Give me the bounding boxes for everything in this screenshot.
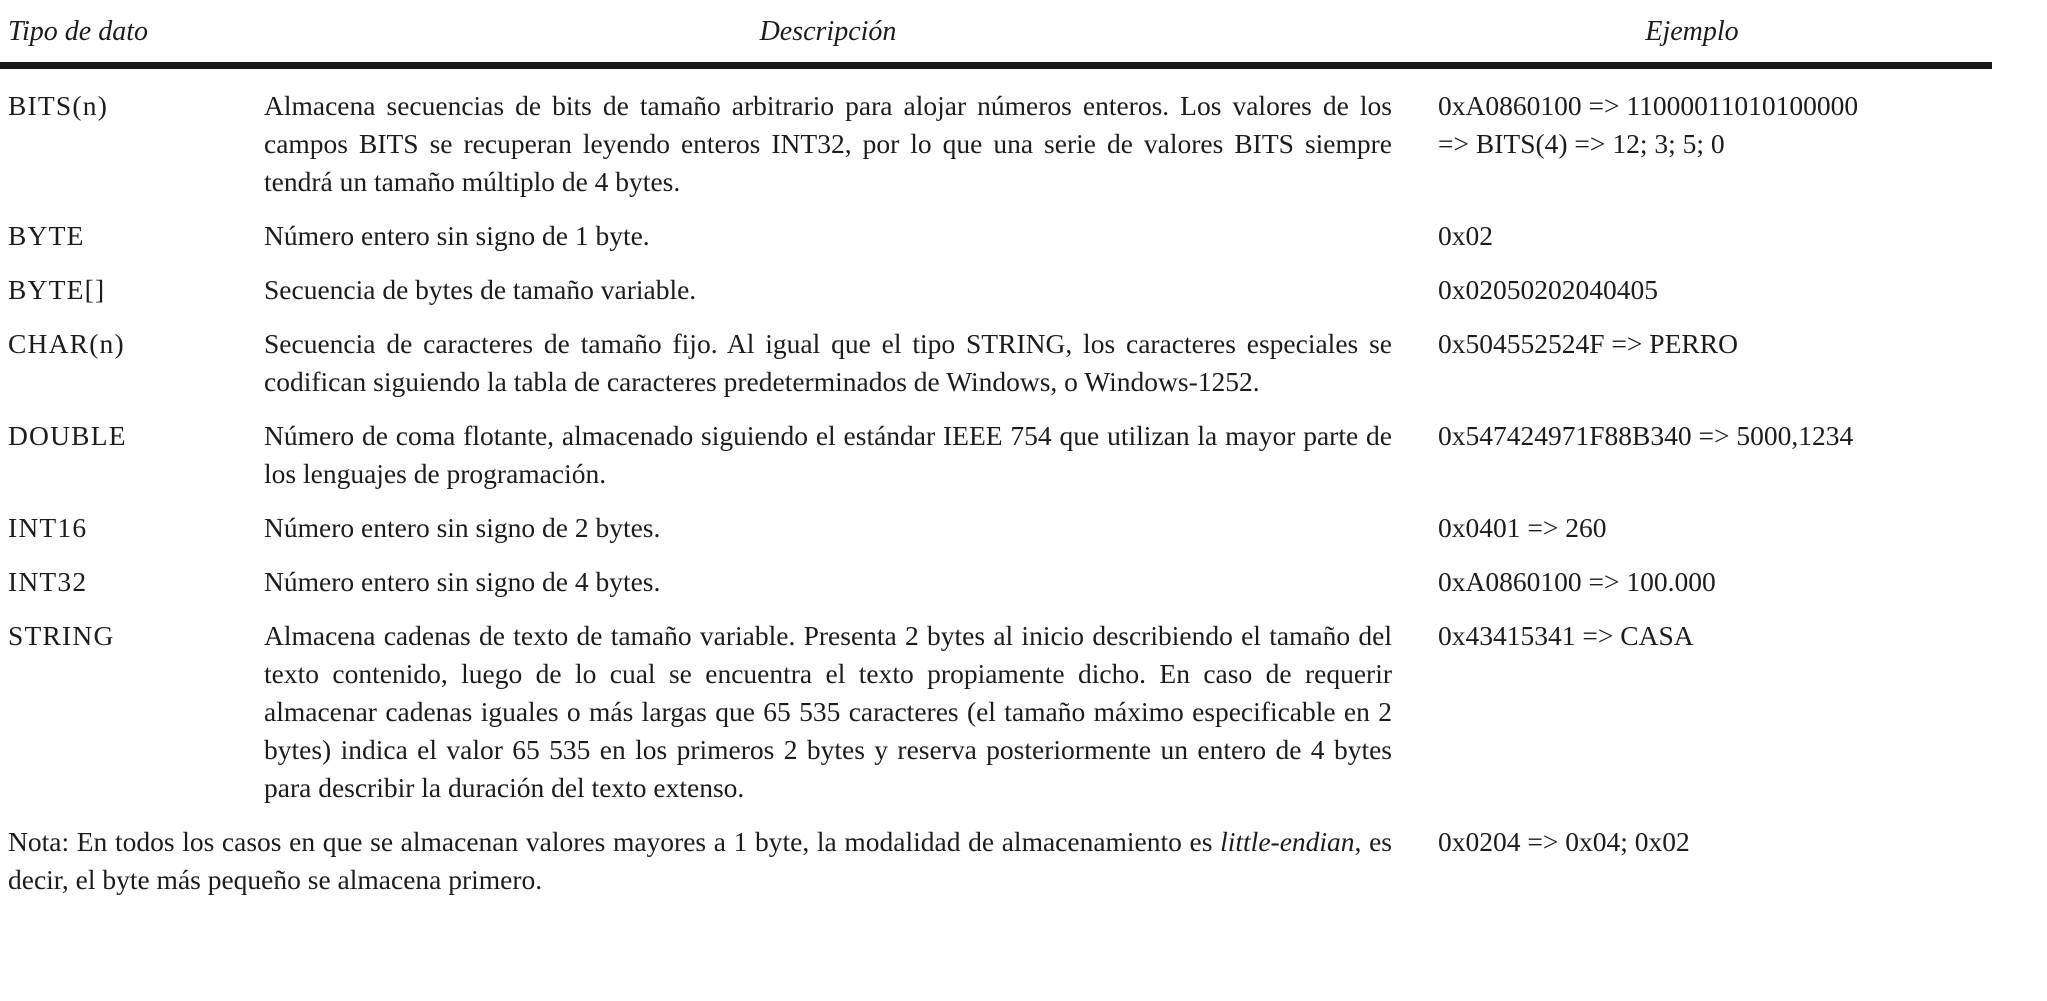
table-row-bits [8,87,1992,201]
table-row-char [8,325,1992,401]
row-example [1392,617,1992,807]
row-description: Número entero sin signo de 2 bytes. [264,512,661,543]
column-header-tipo-de-dato: Tipo de dato [8,16,149,47]
example-line: 0x504552524F => PERRO [1438,328,1738,359]
table-header-row [8,12,1992,52]
row-example [1392,509,1992,547]
example-line: 0xA0860100 => 11000011010100000 [1438,90,1859,121]
column-header-ejemplo: Ejemplo [1645,16,1739,47]
row-example [1392,271,1992,309]
row-description: Almacena secuencias de bits de tamaño arbitrario para alojar números enteros. Los valores de los campos BITS se recuperan leyendo enteros INT32, por lo que una serie de valores BITS siempre tendrá un tamaño múltiplo de 4 bytes. [264,90,1392,197]
table-row-int16 [8,509,1992,547]
row-example [1392,87,1992,201]
row-example [1392,217,1992,255]
row-type-label: CHAR(n) [8,328,125,359]
row-example [1392,563,1992,601]
row-type-label: STRING [8,620,115,651]
row-example [1392,417,1992,493]
row-type-label: BYTE [8,220,85,251]
row-description: Secuencia de caracteres de tamaño fijo. Al igual que el tipo STRING, los caracteres especiales se codifican siguiendo la tabla de caracteres predeterminados de Windows, o Windows-1252. [264,328,1392,397]
row-type-label: INT32 [8,566,88,597]
example-line: 0xA0860100 => 100.000 [1438,566,1716,597]
row-type-label: INT16 [8,512,88,543]
table-row-byte-array [8,271,1992,309]
note-suffix: , es decir, el byte más pequeño se almacena primero. [8,826,1392,895]
table-row-int32 [8,563,1992,601]
row-example [1392,823,1992,899]
row-description: Número de coma flotante, almacenado siguiendo el estándar IEEE 754 que utilizan la mayor parte de los lenguajes de programación. [264,420,1392,489]
row-description: Secuencia de bytes de tamaño variable. [264,274,697,305]
row-description: Almacena cadenas de texto de tamaño variable. Presenta 2 bytes al inicio describiendo el tamaño del texto contenido, luego de lo cual se encuentra el texto propiamente dicho. En caso de requerir almacenar cadenas iguales o más largas que 65 535 caracteres (el tamaño máximo especificable en 2 bytes) indica el valor 65 535 en los primeros 2 bytes y reserva posteriormente un entero de 4 bytes para describir la duración del texto extenso. [264,620,1392,803]
example-line: 0x0401 => 260 [1438,512,1607,543]
row-type-label: BITS(n) [8,90,109,121]
header-rule [0,62,1992,69]
row-description: Número entero sin signo de 1 byte. [264,220,650,251]
row-type-label: DOUBLE [8,420,127,451]
table-row-byte [8,217,1992,255]
table-row-string [8,617,1992,807]
note-text [8,823,1392,899]
table-row-double [8,417,1992,493]
example-line: => BITS(4) => 12; 3; 5; 0 [1438,128,1725,159]
example-line: 0x02050202040405 [1438,274,1658,305]
note-prefix: Nota: En todos los casos en que se almacenan valores mayores a 1 byte, la modalidad de almacenamiento es [8,826,1221,857]
row-example [1392,325,1992,401]
column-header-descripcion: Descripción [759,16,897,47]
note-italic-term: little-endian [1220,826,1355,857]
table-note-row [8,823,1992,899]
example-line: 0x02 [1438,220,1493,251]
row-description: Número entero sin signo de 4 bytes. [264,566,661,597]
example-line: 0x547424971F88B340 => 5000,1234 [1438,420,1854,451]
row-type-label: BYTE[] [8,274,106,305]
example-line: 0x0204 => 0x04; 0x02 [1438,826,1690,857]
example-line: 0x43415341 => CASA [1438,620,1694,651]
